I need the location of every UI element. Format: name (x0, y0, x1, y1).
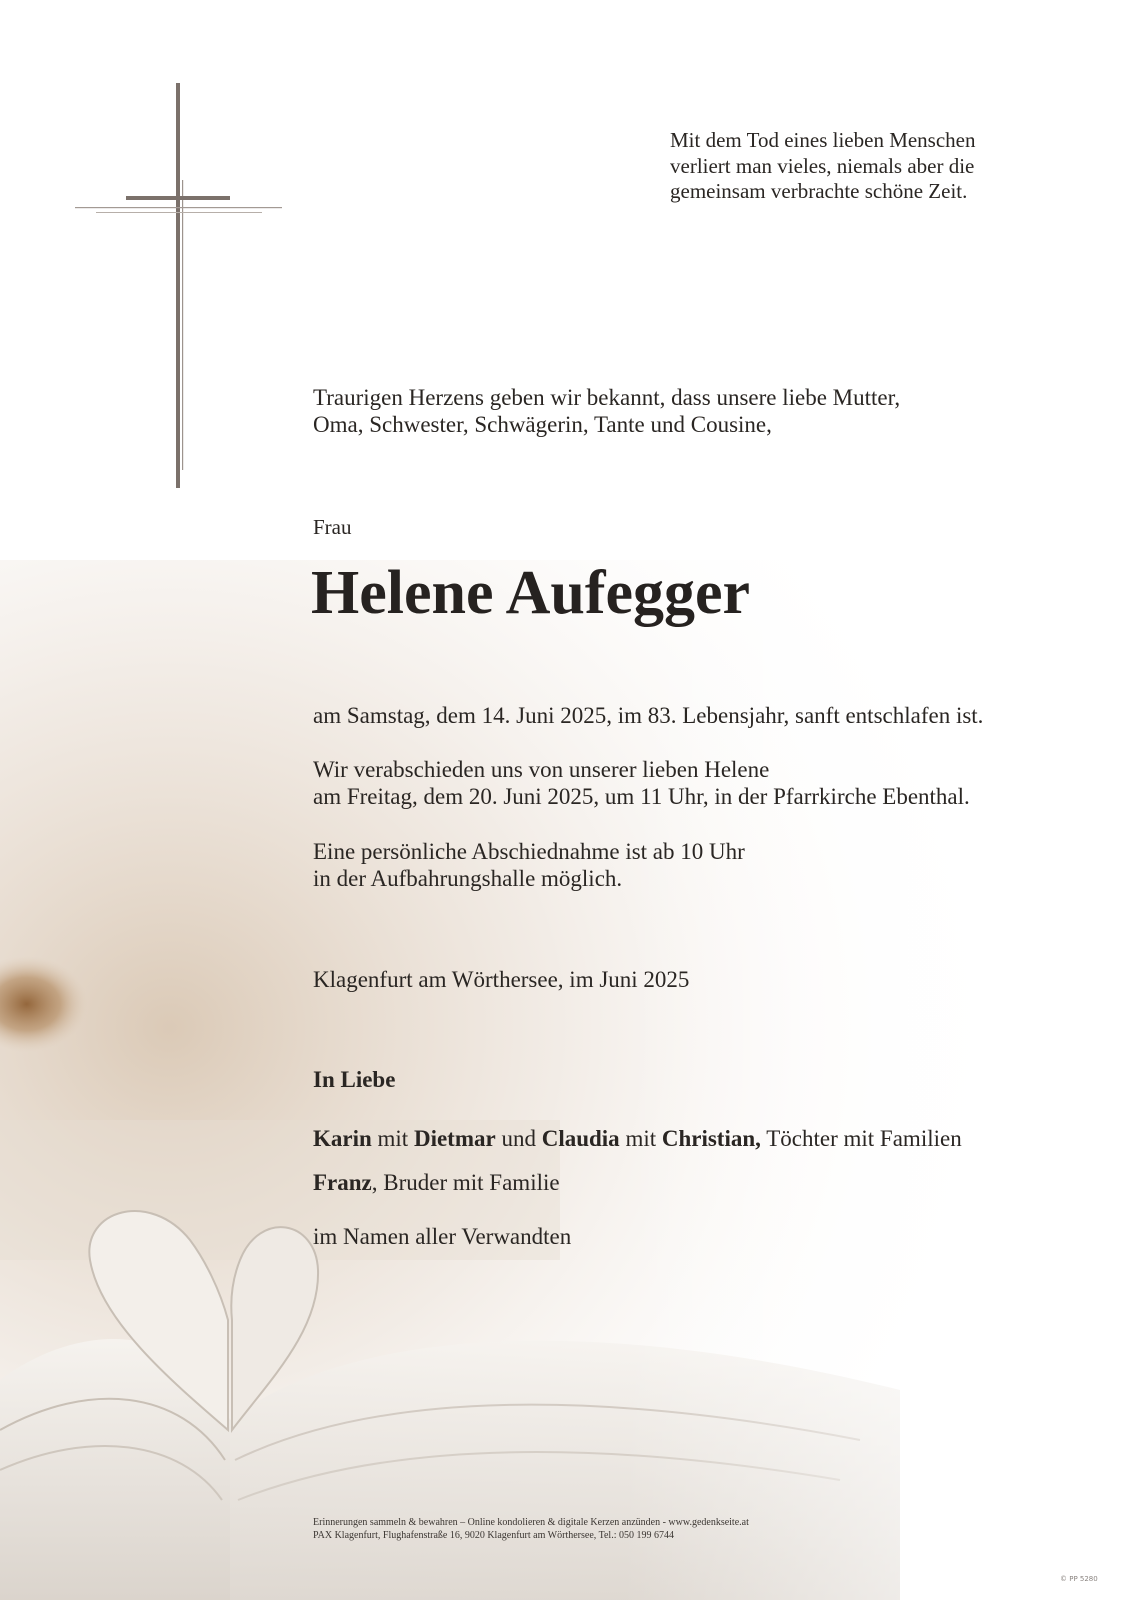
print-code: © PP 5280 (1060, 1575, 1098, 1583)
funeral-home-footer (313, 1516, 749, 1542)
salutation: Frau (313, 515, 352, 539)
memorial-quote (670, 128, 976, 205)
deceased-name: Helene Aufegger (311, 559, 751, 627)
farewell-line-1: Wir verabschieden uns von unserer lieben Helene (313, 757, 770, 782)
in-love-heading: In Liebe (313, 1067, 396, 1092)
mourner-name: Dietmar (413, 1126, 496, 1151)
latin-cross-icon (0, 0, 290, 500)
quote-line-3: gemeinsam verbrachte schöne Zeit. (670, 179, 968, 203)
connector: mit (371, 1126, 414, 1151)
viewing-line-1: Eine persönliche Abschiednahme ist ab 10 Uhr (313, 839, 745, 864)
intro-line-2: Oma, Schwester, Schwägerin, Tante und Cousine, (313, 412, 772, 437)
mourner-name: Karin (313, 1126, 372, 1151)
announcement-intro (313, 384, 900, 438)
mourner-name: Christian, (661, 1126, 761, 1151)
intro-line-1: Traurigen Herzens geben wir bekannt, dass unsere liebe Mutter, (313, 385, 901, 410)
relation: Töchter mit Familien (760, 1126, 962, 1151)
connector: mit (619, 1126, 662, 1151)
death-date-statement: am Samstag, dem 14. Juni 2025, im 83. Lebensjahr, sanft entschlafen ist. (313, 703, 984, 728)
funeral-service-info (313, 756, 970, 810)
quote-line-1: Mit dem Tod eines lieben Menschen (670, 128, 976, 152)
footer-line-2: PAX Klagenfurt, Flughafenstraße 16, 9020 Klagenfurt am Wörthersee, Tel.: 050 199 6744 (313, 1530, 674, 1541)
mourner-name: Franz (313, 1170, 372, 1195)
connector: und (495, 1126, 542, 1151)
viewing-line-2: in der Aufbahrungshalle möglich. (313, 866, 623, 891)
footer-line-1: Erinnerungen sammeln & bewahren – Online kondolieren & digitale Kerzen anzünden - www.gedenkseite.at (313, 1517, 749, 1528)
relation: , Bruder mit Familie (371, 1170, 560, 1195)
mourners-daughters (313, 1125, 962, 1152)
mourners-brother (313, 1169, 560, 1196)
farewell-line-2: am Freitag, dem 20. Juni 2025, um 11 Uhr, in der Pfarrkirche Ebenthal. (313, 784, 970, 809)
place-and-date: Klagenfurt am Wörthersee, im Juni 2025 (313, 967, 690, 992)
viewing-info (313, 838, 745, 892)
mourner-name: Claudia (541, 1126, 620, 1151)
mourners-relatives: im Namen aller Verwandten (313, 1224, 572, 1249)
quote-line-2: verliert man vieles, niemals aber die (670, 153, 975, 178)
